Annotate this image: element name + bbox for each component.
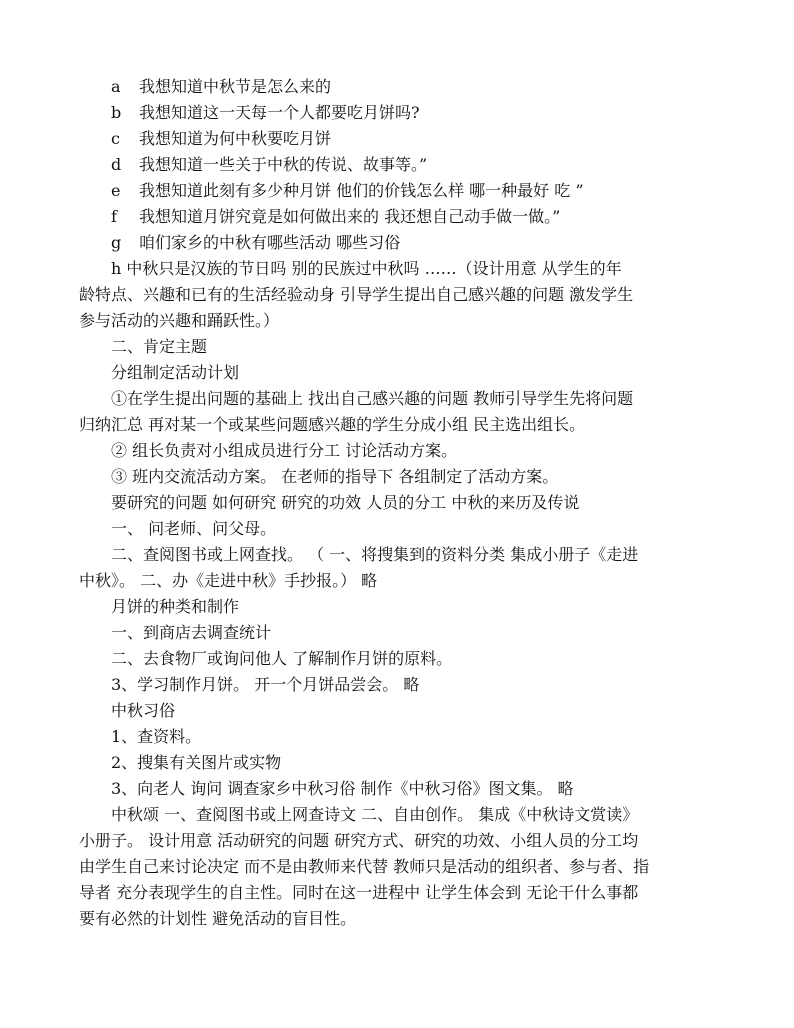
question-h-line1: h 中秋只是汉族的节日吗 别的民族过中秋吗 ……（设计用意 从学生的年 [111,259,622,278]
ode-line2: 小册子。 设计用意 活动研究的问题 研究方式、研究的功效、小组人员的分工均 [79,831,639,850]
question-a: a 我想知道中秋节是怎么来的 [111,77,332,96]
question-g: g 咱们家乡的中秋有哪些活动 哪些习俗 [111,233,401,252]
mooncake-method-1: 一、到商店去调查统计 [111,623,272,642]
question-f: f 我想知道月饼究竟是如何做出来的 我还想自己动手做一做。” [111,207,561,226]
custom-method-1: 1、查资料。 [111,727,202,746]
step-2: ② 组长负责对小组成员进行分工 讨论活动方案。 [111,441,458,460]
question-h-line3: 参与活动的兴趣和踊跃性。） [79,311,280,330]
ode-line3: 由学生自己来讨论决定 而不是由教师来代替 教师只是活动的组织者、参与者、指 [79,857,650,876]
document-body [79,74,727,932]
plan-heading: 分组制定活动计划 [111,363,240,382]
question-e: e 我想知道此刻有多少种月饼 他们的价钱怎么样 哪一种最好 吃 ” [111,181,584,200]
custom-method-2: 2、搜集有关图片或实物 [111,753,282,772]
question-h-line2: 龄特点、兴趣和已有的生活经验动身 引导学生提出自己感兴趣的问题 激发学生 [79,285,634,304]
ode-line5: 要有必然的计划性 避免活动的盲目性。 [79,909,357,928]
ode-line4: 导者 充分表现学生的自主性。同时在这一进程中 让学生体会到 无论干什么事都 [79,883,639,902]
mooncake-method-3: 3、学习制作月饼。 开一个月饼品尝会。 略 [111,675,420,694]
history-method-2-line1: 二、查阅图书或上网查找。 （ 一、将搜集到的资料分类 集成小册子《走进 [111,545,639,564]
history-method-2-line2: 中秋》。 二、办《走进中秋》手抄报。） 略 [79,571,378,590]
history-method-1: 一、 问老师、问父母。 [111,519,277,538]
custom-heading: 中秋习俗 [111,701,176,720]
plan-table-header: 要研究的问题 如何研究 研究的功效 人员的分工 中秋的来历及传说 [111,493,580,512]
custom-method-3: 3、向老人 询问 调查家乡中秋习俗 制作《中秋习俗》图文集。 略 [111,779,574,798]
step-3: ③ 班内交流活动方案。 在老师的指导下 各组制定了活动方案。 [111,467,559,486]
section-2-heading: 二、肯定主题 [111,337,208,356]
step-1-line2: 归纳汇总 再对某一个或某些问题感兴趣的学生分成小组 民主选出组长。 [79,415,586,434]
question-d: d 我想知道一些关于中秋的传说、故事等。” [111,155,428,174]
step-1-line1: ①在学生提出问题的基础上 找出自己感兴趣的问题 教师引导学生先将问题 [111,389,634,408]
mooncake-method-2: 二、去食物厂或询问他人 了解制作月饼的原料。 [111,649,453,668]
mooncake-heading: 月饼的种类和制作 [111,597,240,616]
question-c: c 我想知道为何中秋要吃月饼 [111,129,332,148]
ode-line1: 中秋颂 一、查阅图书或上网查诗文 二、自由创作。 集成《中秋诗文赏读》 [111,805,639,824]
question-b: b 我想知道这一天每一个人都要吃月饼吗? [111,103,420,122]
